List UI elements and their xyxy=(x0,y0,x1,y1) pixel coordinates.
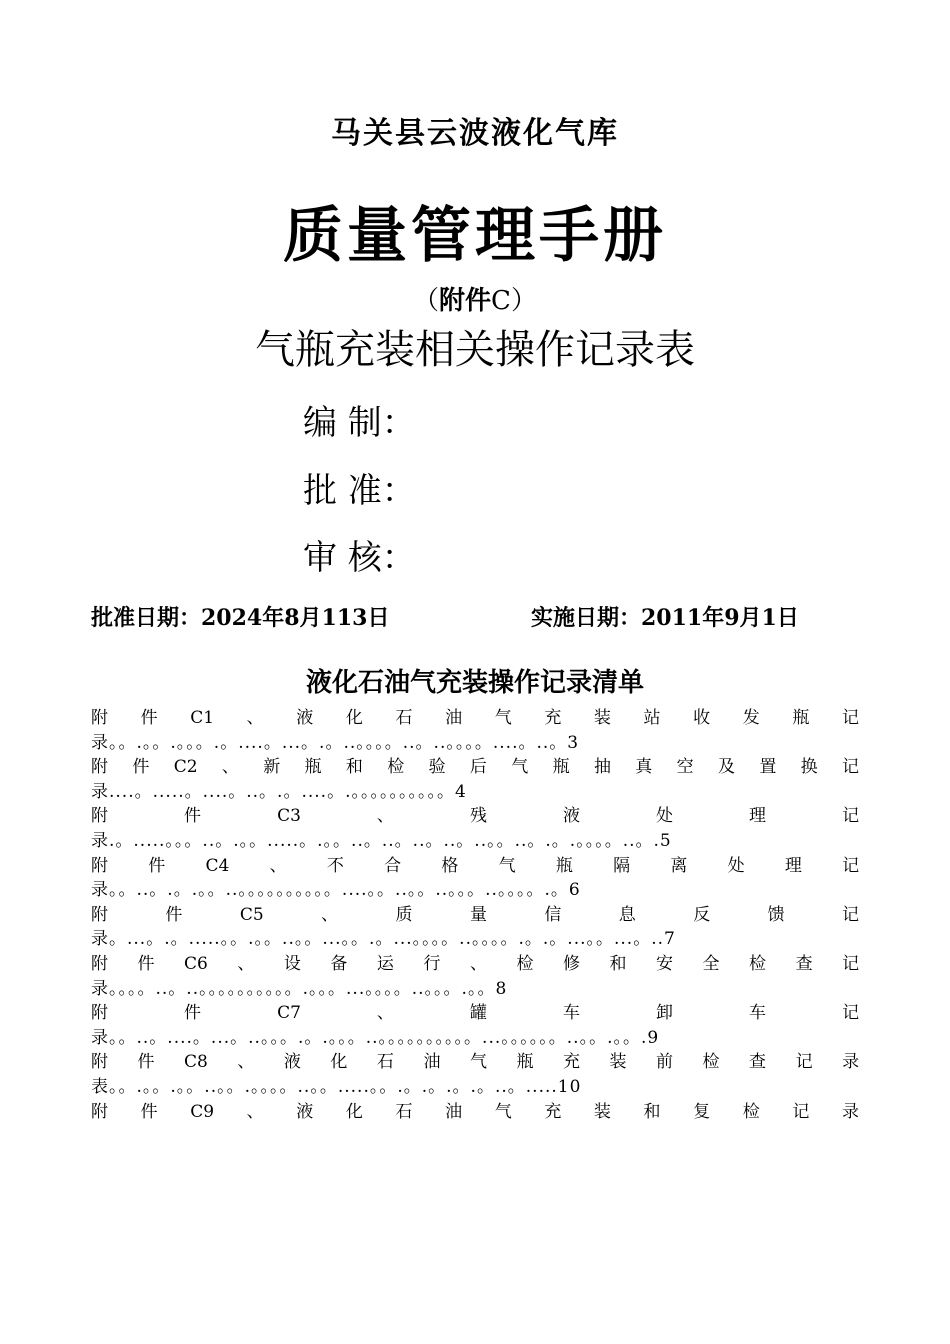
toc-entry-leader: 录。。..。.。.。。..。。。。。。。。。。....。。..。。..。。。..。。。。.。6 xyxy=(91,880,581,901)
toc-heading-char: 后 xyxy=(469,757,487,778)
toc-entry-heading xyxy=(91,903,859,928)
toc-heading-char: 离 xyxy=(670,855,688,876)
toc-heading-char: 查 xyxy=(749,1052,767,1073)
toc-heading-char: 全 xyxy=(702,953,720,974)
toc-heading-char: 石 xyxy=(395,708,413,728)
toc-heading-char: 件 xyxy=(140,708,158,728)
toc-heading-char: 附 xyxy=(91,953,108,974)
toc-heading-char: 、 xyxy=(269,855,287,876)
toc-heading-char: 置 xyxy=(759,757,777,778)
toc-heading-char: 瓶 xyxy=(792,708,810,728)
approval-date: 批准日期：2024年8月113日 xyxy=(91,605,390,631)
toc-heading-char: 记 xyxy=(842,855,859,876)
annex-code: C xyxy=(491,286,511,316)
toc-heading-char: 附 xyxy=(91,1052,108,1073)
toc-heading-char: 件 xyxy=(137,1052,155,1073)
toc-entry-heading xyxy=(91,804,859,829)
toc-heading-char: 油 xyxy=(445,1101,463,1122)
toc-heading-char: 附 xyxy=(91,806,108,827)
toc-heading-char: 件 xyxy=(165,904,183,925)
toc-heading-char: 卸 xyxy=(656,1003,674,1024)
toc-heading-char: 合 xyxy=(384,855,402,876)
toc-heading-char: C6 xyxy=(184,953,208,974)
toc-entry-heading xyxy=(91,1100,859,1125)
toc-heading-char: 检 xyxy=(702,1052,720,1073)
toc-heading-char: 处 xyxy=(727,855,745,876)
toc-heading-char: 液 xyxy=(296,708,314,728)
toc-heading-char: 记 xyxy=(842,1003,859,1024)
toc-heading-char: 装 xyxy=(593,708,611,728)
toc-heading-char: 气 xyxy=(469,1052,487,1073)
toc-heading-char: 件 xyxy=(184,806,202,827)
toc-heading-char: 油 xyxy=(423,1052,441,1073)
toc-heading-char: 记 xyxy=(842,757,859,778)
document-subtitle: 气瓶充装相关操作记录表 xyxy=(255,327,695,373)
toc-heading-char: 附 xyxy=(91,1003,108,1024)
annex-label xyxy=(0,280,950,317)
toc-heading-char: 、 xyxy=(237,953,255,974)
toc-heading-char: 记 xyxy=(795,1052,813,1073)
toc-entry xyxy=(91,755,859,804)
toc-heading-char: 备 xyxy=(330,953,348,974)
record-list xyxy=(91,706,859,1124)
toc-heading-char: 、 xyxy=(246,1101,264,1122)
annex-text: 附件 xyxy=(439,286,492,316)
toc-heading-char: 车 xyxy=(749,1003,767,1024)
toc-heading-char: 残 xyxy=(469,806,487,827)
toc-heading-char: 气 xyxy=(511,757,529,778)
toc-heading-char: 件 xyxy=(132,757,150,778)
toc-heading-char: 液 xyxy=(562,806,580,827)
toc-entry-heading xyxy=(91,1001,859,1026)
toc-heading-char: 件 xyxy=(140,1101,158,1122)
toc-entry-leader: 录....。.....。....。..。.。....。.。。。。。。。。。。4 xyxy=(91,781,467,802)
toc-heading-char: 馈 xyxy=(767,904,785,925)
toc-heading-char: 气 xyxy=(494,708,512,728)
toc-entry-heading xyxy=(91,854,859,879)
toc-heading-char: 液 xyxy=(283,1052,301,1073)
toc-heading-char: 前 xyxy=(656,1052,674,1073)
toc-heading-char: 检 xyxy=(749,953,767,974)
company-name: 马关县云波液化气库 xyxy=(331,116,619,151)
toc-heading-char: 复 xyxy=(693,1101,711,1122)
toc-entry-heading xyxy=(91,1050,859,1075)
toc-heading-char: 量 xyxy=(469,904,487,925)
toc-heading-char: 反 xyxy=(693,904,711,925)
toc-heading-char: 理 xyxy=(784,855,802,876)
toc-heading-char: C4 xyxy=(205,855,230,876)
toc-heading-char: 格 xyxy=(441,855,459,876)
toc-heading-char: 气 xyxy=(494,1101,512,1122)
toc-entry-heading xyxy=(91,755,859,780)
toc-heading-char: 行 xyxy=(423,953,441,974)
toc-heading-char: C5 xyxy=(239,904,264,925)
toc-heading-char: 真 xyxy=(635,757,653,778)
toc-entry-heading xyxy=(91,952,859,977)
compiled-by-label: 编 制： xyxy=(303,403,416,443)
toc-heading-char: 和 xyxy=(643,1101,661,1122)
toc-heading-char: 附 xyxy=(91,708,108,728)
toc-entry xyxy=(91,854,859,903)
manual-title: 质量管理手册 xyxy=(283,201,667,271)
toc-heading-char: 不 xyxy=(326,855,344,876)
toc-heading-char: C8 xyxy=(184,1052,208,1073)
toc-heading-char: 化 xyxy=(345,708,363,728)
toc-heading-char: 收 xyxy=(693,708,711,728)
toc-entry-leader: 录.。.....。。。..。.。。.....。.。。..。..。..。..。..。。..。.。.。。。。..。.5 xyxy=(91,830,672,851)
toc-heading-char: 、 xyxy=(321,904,339,925)
toc-heading-char: 车 xyxy=(562,1003,580,1024)
toc-heading-char: 充 xyxy=(562,1052,580,1073)
record-list-title: 液化石油气充装操作记录清单 xyxy=(305,668,644,698)
toc-entry xyxy=(91,706,859,755)
toc-heading-char: 、 xyxy=(221,757,239,778)
toc-heading-char: 石 xyxy=(376,1052,394,1073)
toc-heading-char: 气 xyxy=(498,855,516,876)
toc-heading-char: 充 xyxy=(544,1101,562,1122)
toc-heading-char: 处 xyxy=(656,806,674,827)
toc-heading-char: 录 xyxy=(842,1052,859,1073)
toc-heading-char: 修 xyxy=(562,953,580,974)
toc-heading-char: 化 xyxy=(330,1052,348,1073)
toc-heading-char: 查 xyxy=(795,953,813,974)
toc-heading-char: 理 xyxy=(749,806,767,827)
toc-heading-char: 新 xyxy=(263,757,281,778)
toc-heading-char: 记 xyxy=(842,904,859,925)
toc-heading-char: 附 xyxy=(91,757,108,778)
toc-heading-char: 站 xyxy=(643,708,661,728)
annex-close-paren: ） xyxy=(510,286,537,316)
toc-heading-char: 油 xyxy=(445,708,463,728)
toc-heading-char: 空 xyxy=(676,757,694,778)
toc-entry xyxy=(91,952,859,1001)
toc-heading-char: 发 xyxy=(742,708,760,728)
toc-heading-char: 附 xyxy=(91,904,108,925)
toc-heading-char: 运 xyxy=(376,953,394,974)
toc-heading-char: 、 xyxy=(246,708,264,728)
toc-heading-char: 件 xyxy=(137,953,155,974)
toc-heading-char: 、 xyxy=(376,806,394,827)
toc-entry xyxy=(91,1050,859,1099)
toc-heading-char: 记 xyxy=(792,1101,810,1122)
toc-heading-char: 检 xyxy=(387,757,405,778)
toc-entry-leader: 表。。.。。.。。..。。.。。。。..。。.....。。.。.。.。.。..。.....10 xyxy=(91,1076,582,1097)
toc-entry xyxy=(91,1100,859,1125)
toc-heading-char: 瓶 xyxy=(555,855,573,876)
toc-heading-char: 充 xyxy=(544,708,562,728)
toc-heading-char: 信 xyxy=(544,904,562,925)
toc-heading-char: 检 xyxy=(742,1101,760,1122)
toc-heading-char: 息 xyxy=(618,904,636,925)
toc-entry-leader: 录。...。.。.....。。.。。..。。...。。.。...。。。。..。。。。.。.。...。。...。..7 xyxy=(91,929,676,950)
toc-heading-char: 记 xyxy=(842,806,859,827)
toc-entry-leader: 录。。。。..。..。。。。。。。。。。.。。。...。。。。..。。。.。。8 xyxy=(91,978,508,999)
toc-heading-char: 化 xyxy=(345,1101,363,1122)
toc-heading-char: 和 xyxy=(345,757,363,778)
toc-entry xyxy=(91,903,859,952)
toc-heading-char: 件 xyxy=(148,855,166,876)
toc-entry xyxy=(91,804,859,853)
approved-by-label: 批 准： xyxy=(303,471,416,511)
toc-entry-leader: 录。。.。。.。。。.。....。...。.。..。。。。..。..。。。。....。..。3 xyxy=(91,732,580,753)
toc-heading-char: 设 xyxy=(283,953,301,974)
toc-heading-char: 记 xyxy=(842,953,859,974)
toc-heading-char: 验 xyxy=(428,757,446,778)
toc-heading-char: 和 xyxy=(609,953,627,974)
toc-heading-char: 安 xyxy=(656,953,674,974)
toc-heading-char: 隔 xyxy=(613,855,631,876)
toc-heading-char: 瓶 xyxy=(516,1052,534,1073)
toc-heading-char: C2 xyxy=(173,757,198,778)
effective-date: 实施日期：2011年9月1日 xyxy=(531,605,799,631)
toc-heading-char: 录 xyxy=(841,1101,859,1122)
toc-heading-char: 记 xyxy=(841,708,859,728)
toc-entry xyxy=(91,1001,859,1050)
toc-heading-char: 瓶 xyxy=(304,757,322,778)
toc-heading-char: 装 xyxy=(609,1052,627,1073)
toc-heading-char: 装 xyxy=(593,1101,611,1122)
toc-heading-char: 质 xyxy=(395,904,413,925)
toc-heading-char: C7 xyxy=(277,1003,301,1024)
toc-heading-char: 石 xyxy=(395,1101,413,1122)
toc-entry-leader: 录。。..。....。...。..。。。.。.。。。..。。。。。。。。。。...。。。。。。..。。.。。.9 xyxy=(91,1027,660,1048)
toc-heading-char: 附 xyxy=(91,1101,108,1122)
toc-heading-char: 换 xyxy=(800,757,818,778)
toc-heading-char: 及 xyxy=(717,757,735,778)
toc-heading-char: 附 xyxy=(91,855,108,876)
toc-heading-char: 液 xyxy=(296,1101,314,1122)
toc-heading-char: 、 xyxy=(237,1052,255,1073)
annex-open-paren: （ xyxy=(413,286,440,316)
toc-heading-char: 、 xyxy=(376,1003,394,1024)
toc-heading-char: 件 xyxy=(184,1003,202,1024)
toc-entry-heading xyxy=(91,706,859,731)
toc-heading-char: C1 xyxy=(190,708,215,728)
toc-heading-char: 检 xyxy=(516,953,534,974)
toc-heading-char: C3 xyxy=(277,806,301,827)
toc-heading-char: 瓶 xyxy=(552,757,570,778)
toc-heading-char: C9 xyxy=(190,1101,215,1122)
toc-heading-char: 罐 xyxy=(469,1003,487,1024)
reviewed-by-label: 审 核： xyxy=(303,538,416,578)
toc-heading-char: 、 xyxy=(469,953,487,974)
toc-heading-char: 抽 xyxy=(593,757,611,778)
